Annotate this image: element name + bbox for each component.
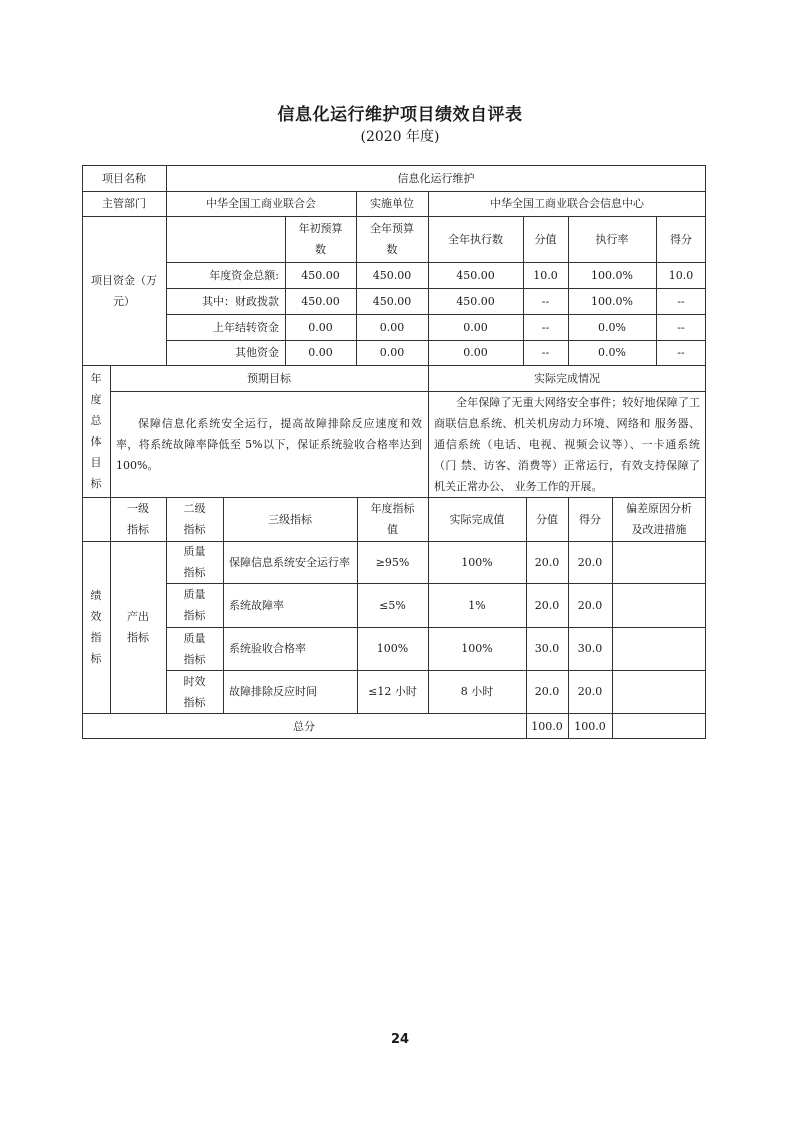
- funds-header-annual: 全年预算数: [370, 222, 414, 256]
- indicator-score-value: 20.0: [534, 598, 560, 612]
- funds-header-score-value: 分值: [534, 232, 557, 246]
- indicators-label: 绩效指标: [90, 589, 102, 665]
- expected-goal-text: [110, 391, 428, 497]
- indicator-score: 30.0: [577, 642, 603, 655]
- total-score-value: 100.0: [531, 719, 563, 733]
- indicator-target: ≤12 小时: [368, 685, 417, 698]
- funds-header-initial: 年初预算数: [298, 222, 343, 256]
- indicator-score: 20.0: [577, 555, 603, 569]
- funds-header-executed: 全年执行数: [448, 232, 503, 246]
- ind-header-level2: 二级指标: [183, 502, 206, 536]
- indicator-level3: 故障排除反应时间: [229, 685, 317, 698]
- funds-row-annual: 450.00: [372, 294, 412, 308]
- indicator-score-value: 30.0: [534, 642, 560, 655]
- funds-row-rate: 100.0%: [591, 268, 633, 282]
- indicator-score: 20.0: [577, 685, 603, 698]
- funds-label: 项目资金（万元）: [91, 273, 157, 308]
- goals-label: 年度总体目标: [90, 372, 102, 490]
- funds-row-initial: 0.00: [308, 346, 333, 359]
- indicator-actual: 1%: [468, 598, 486, 612]
- funds-row-annual: 450.00: [372, 268, 412, 282]
- actual-result-paragraph: 全年保障了无重大网络安全事件；较好地保障了工商联信息系统、机关机房动力环境、网络和 服务器、通信系统（电话、电视、视频会议等）、一卡通系统（门 禁、访客、消费等）正常运行，有效支持保障了机关正常办公、 业务工作的开展。: [434, 395, 700, 493]
- funds-row-executed: 450.00: [456, 294, 495, 308]
- funds-row-score-value: --: [541, 294, 550, 308]
- indicator-score-value: 20.0: [534, 685, 560, 698]
- indicator-score-value: 20.0: [534, 555, 560, 569]
- funds-row-score: --: [677, 294, 685, 308]
- funds-row-annual: 0.00: [379, 320, 405, 334]
- ind-header-target: 年度指标值: [370, 502, 415, 536]
- indicator-analysis: [612, 583, 706, 627]
- dept-value: 中华全国工商业联合会: [206, 197, 316, 210]
- indicator-level2: 质量指标: [183, 588, 206, 622]
- ind-header-level1: 一级指标: [127, 502, 149, 536]
- ind-header-score-value: 分值: [536, 512, 558, 526]
- indicator-analysis: [612, 627, 706, 670]
- funds-row-executed: 0.00: [463, 320, 488, 334]
- funds-header-rate: 执行率: [595, 232, 629, 246]
- impl-value: 中华全国工商业联合会信息中心: [490, 197, 644, 210]
- total-score: 100.0: [574, 719, 606, 733]
- indicator-level3: 系统验收合格率: [229, 642, 306, 655]
- indicator-level2: 时效指标: [183, 674, 206, 709]
- indicator-actual: 100%: [461, 642, 493, 655]
- funds-row-score: --: [677, 346, 685, 359]
- indicator-target: ≤5%: [379, 598, 406, 612]
- indicator-target: ≥95%: [375, 555, 410, 569]
- funds-row-executed: 450.00: [456, 268, 495, 282]
- expected-goal-header: 预期目标: [247, 371, 291, 385]
- funds-row-rate: 0.0%: [598, 320, 626, 334]
- indicator-actual: 100%: [461, 555, 493, 569]
- funds-row-initial: 0.00: [308, 320, 333, 334]
- actual-result-text: [428, 391, 706, 497]
- indicator-level3: 保障信息系统安全运行率: [229, 555, 350, 569]
- funds-row-score: 10.0: [668, 268, 694, 282]
- project-name-label: 项目名称: [102, 171, 146, 185]
- ind-header-analysis: 偏差原因分析及改进措施: [626, 502, 692, 536]
- project-name-value: 信息化运行维护: [397, 171, 475, 185]
- funds-row-name: 年度资金总额:: [209, 268, 279, 282]
- funds-row-initial: 450.00: [301, 268, 340, 282]
- dept-label: 主管部门: [102, 197, 146, 210]
- funds-row-name: 其中：财政拨款: [202, 294, 279, 308]
- expected-goal-paragraph: 保障信息化系统安全运行，提高故障排除反应速度和效率，将系统故障率降低至 5%以下，保证系统验收合格率达到 100%。: [116, 416, 422, 472]
- indicator-target: 100%: [376, 642, 409, 655]
- funds-row-annual: 0.00: [379, 346, 405, 359]
- impl-label: 实施单位: [370, 197, 414, 210]
- page-subtitle: (2020 年度): [360, 129, 440, 145]
- funds-row-score-value: 10.0: [533, 268, 558, 282]
- indicator-level3: 系统故障率: [229, 598, 284, 612]
- level1-indicator: 产出指标: [127, 610, 149, 644]
- total-label: 总分: [293, 719, 315, 733]
- funds-row-score: --: [677, 320, 685, 334]
- ind-header-actual: 实际完成值: [449, 512, 505, 526]
- indicator-actual: 8 小时: [460, 685, 494, 698]
- funds-row-rate: 100.0%: [591, 294, 633, 308]
- indicator-score: 20.0: [577, 598, 603, 612]
- ind-header-level3: 三级指标: [268, 512, 312, 526]
- funds-header-score: 得分: [670, 232, 692, 246]
- indicator-analysis: [612, 541, 706, 583]
- funds-row-initial: 450.00: [301, 294, 340, 308]
- funds-row-score-value: --: [541, 346, 550, 359]
- page-title: 信息化运行维护项目绩效自评表: [277, 105, 523, 125]
- indicator-level2: 质量指标: [183, 545, 206, 579]
- indicator-analysis: [612, 670, 706, 713]
- ind-header-score: 得分: [579, 512, 601, 526]
- funds-row-executed: 0.00: [463, 346, 488, 359]
- funds-row-rate: 0.0%: [598, 346, 626, 359]
- funds-row-score-value: --: [541, 320, 550, 334]
- actual-result-header: 实际完成情况: [534, 371, 600, 385]
- indicator-level2: 质量指标: [183, 631, 206, 666]
- funds-row-name: 其他资金: [235, 346, 279, 359]
- page-number: 24: [390, 1032, 410, 1047]
- funds-row-name: 上年结转资金: [213, 320, 279, 334]
